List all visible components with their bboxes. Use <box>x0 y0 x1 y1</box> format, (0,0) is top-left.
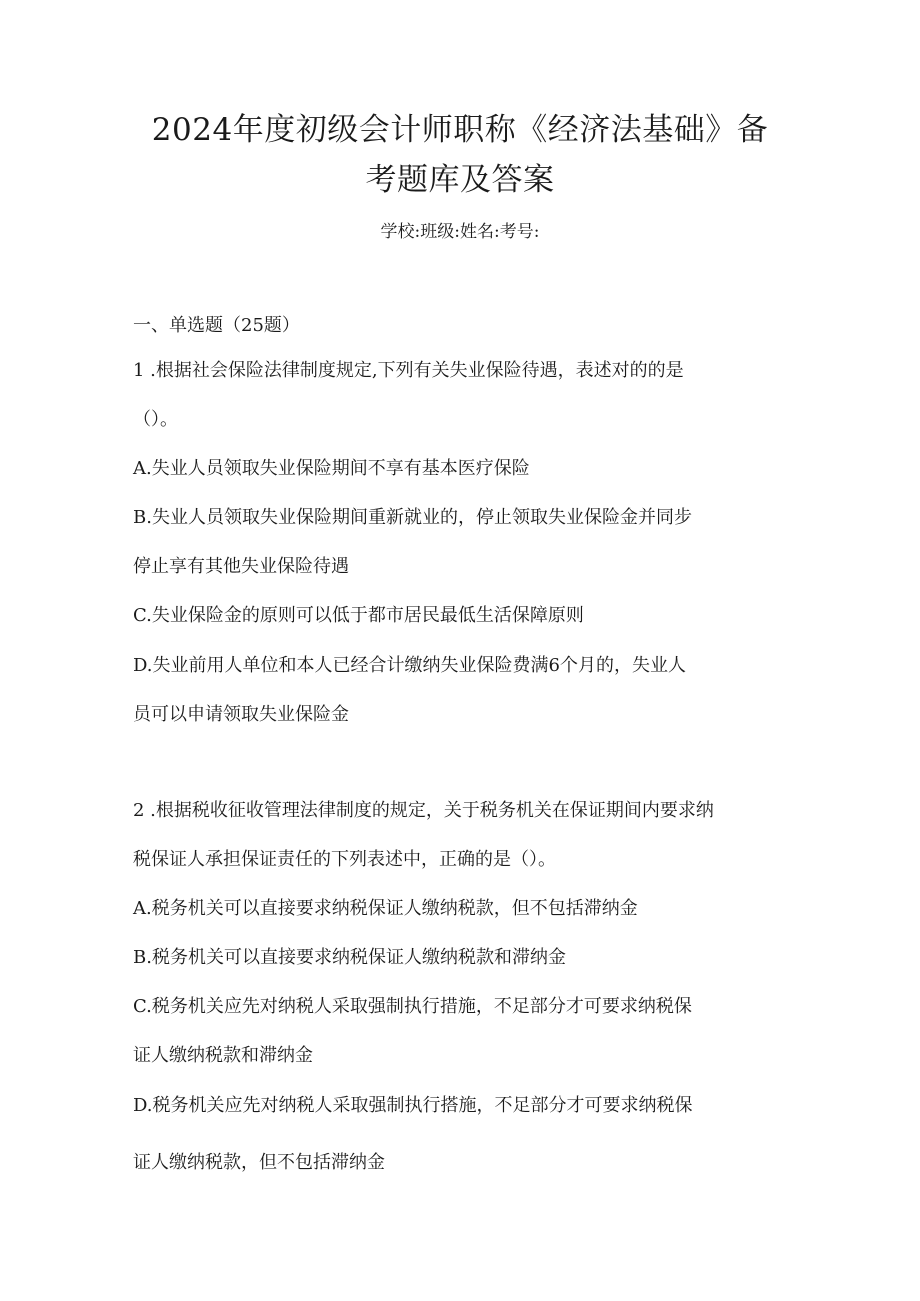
question-2-stem-line-2: 税保证人承担保证责任的下列表述中，正确的是（）。 <box>133 849 556 870</box>
question-1-option-d-cont: 员可以申请领取失业保险金 <box>133 704 349 725</box>
document-title-line-1: 2024年度初级会计师职称《经济法基础》备 <box>151 112 769 148</box>
question-1-stem-line-2: （）。 <box>133 409 178 430</box>
question-2-option-d-cont: 证人缴纳税款，但不包括滞纳金 <box>133 1152 385 1173</box>
section-heading: 一、单选题（25题） <box>133 315 300 336</box>
question-1-option-a: A.失业人员领取失业保险期间不享有基本医疗保险 <box>133 458 530 479</box>
question-1-option-c: C.失业保险金的原则可以低于都市居民最低生活保障原则 <box>133 605 584 626</box>
question-1-option-b: B.失业人员领取失业保险期间重新就业的，停止领取失业保险金并同步 <box>133 507 692 528</box>
question-1-stem-line-1: 1 .根据社会保险法律制度规定,下列有关失业保险待遇，表述对的的是 <box>133 360 684 381</box>
question-2-stem-line-1: 2 .根据税收征收管理法律制度的规定，关于税务机关在保证期间内要求纳 <box>133 800 714 821</box>
question-2-option-a: A.税务机关可以直接要求纳税保证人缴纳税款，但不包括滞纳金 <box>133 898 638 919</box>
document-title-line-2: 考题库及答案 <box>365 162 555 198</box>
question-1-option-d: D.失业前用人单位和本人已经合计缴纳失业保险费满6个月的，失业人 <box>133 655 686 676</box>
question-2-option-c-cont: 证人缴纳税款和滞纳金 <box>133 1045 313 1066</box>
question-2-option-d: D.税务机关应先对纳税人采取强制执行搭施，不足部分才可要求纳税保 <box>133 1095 693 1116</box>
student-info-line: 学校:班级:姓名:考号: <box>380 222 540 242</box>
question-2-option-b: B.税务机关可以直接要求纳税保证人缴纳税款和滞纳金 <box>133 947 566 968</box>
question-1-option-b-cont: 停止享有其他失业保险待遇 <box>133 556 349 577</box>
question-2-option-c: C.税务机关应先对纳税人采取强制执行措施，不足部分才可要求纳税保 <box>133 996 692 1017</box>
